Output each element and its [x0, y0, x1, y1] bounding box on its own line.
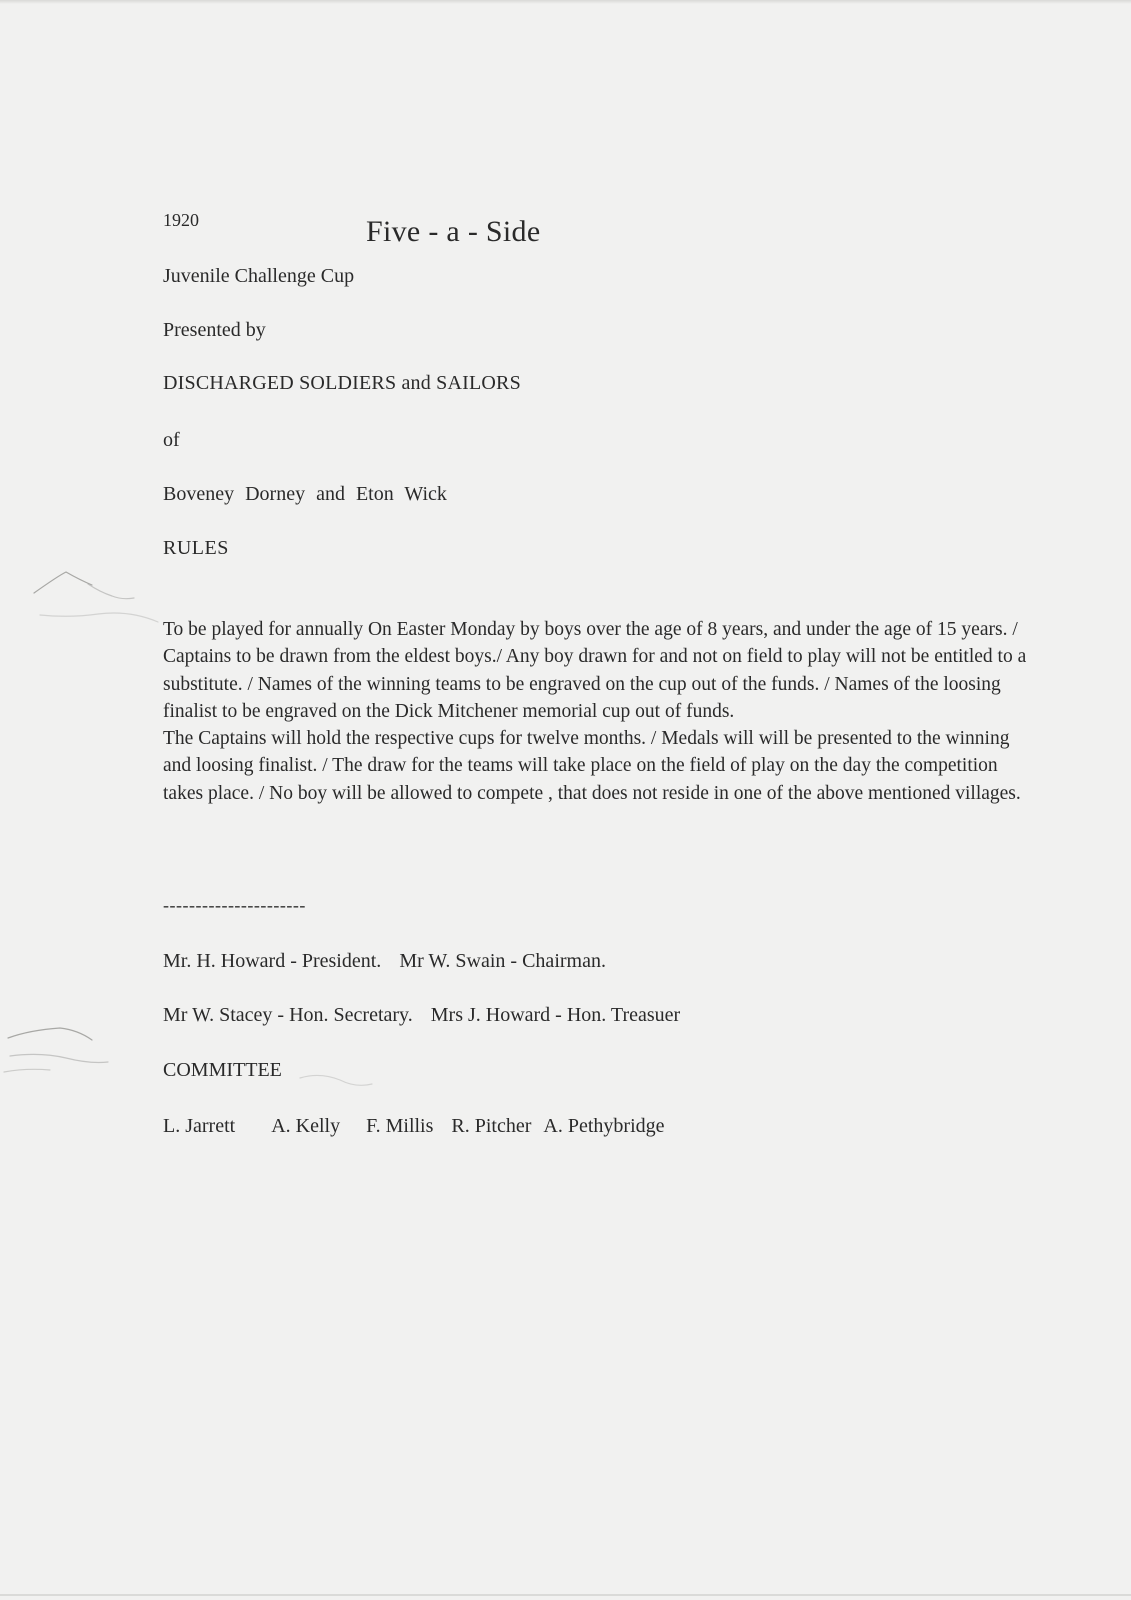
villages-line: Boveney Dorney and Eton Wick	[163, 483, 447, 505]
crease-mark	[8, 1028, 92, 1040]
document-title: Five - a - Side	[366, 215, 541, 248]
crease-mark	[4, 1069, 50, 1072]
committee-members	[163, 1116, 665, 1136]
donors-line: DISCHARGED SOLDIERS and SAILORS	[163, 372, 521, 394]
document-year: 1920	[163, 210, 199, 230]
officers-line-1	[163, 951, 606, 971]
chairman-entry: Mr W. Swain - Chairman.	[399, 950, 606, 972]
rules-heading: RULES	[163, 537, 229, 559]
crease-mark	[10, 1054, 108, 1062]
rules-body	[163, 616, 1031, 807]
committee-member: A. Kelly	[271, 1115, 341, 1137]
treasurer-entry: Mrs J. Howard - Hon. Treasuer	[430, 1004, 681, 1026]
crease-mark	[40, 613, 158, 622]
committee-heading: COMMITTEE	[163, 1059, 282, 1081]
officers-line-2	[163, 1005, 680, 1025]
crease-mark	[88, 584, 134, 599]
committee-member: F. Millis	[366, 1115, 434, 1137]
crease-mark	[300, 1075, 372, 1085]
committee-member: L. Jarrett	[163, 1115, 236, 1137]
cup-name: Juvenile Challenge Cup	[163, 265, 355, 287]
secretary-entry: Mr W. Stacey - Hon. Secretary.	[163, 1004, 413, 1026]
presented-by-label: Presented by	[163, 319, 266, 341]
committee-member: A. Pethybridge	[543, 1115, 665, 1137]
of-label: of	[163, 429, 180, 451]
rules-paragraph: To be played for annually On Easter Monday by boys over the age of 8 years, and under the age of 15 years. / Captains to be drawn from the eldest boys./ Any boy drawn for and not on field to play will not be entitled to a substitute. / Names of the winning teams to be engraved on the cup out of the funds. / Names of the loosing finalist to be engraved on the Dick Mitchener memorial cup out of funds.	[163, 619, 1027, 722]
crease-mark	[34, 572, 92, 593]
committee-member: R. Pitcher	[451, 1115, 532, 1137]
rules-paragraph: The Captains will hold the respective cups for twelve months. / Medals will will be presented to the winning and loosing finalist. / The draw for the teams will take place on the field of play on the day the competition takes place. / No boy will be allowed to compete , that does not reside in one of the above mentioned villages.	[163, 728, 1021, 804]
president-entry: Mr. H. Howard - President.	[163, 950, 382, 972]
separator-line: ----------------------	[163, 895, 306, 915]
